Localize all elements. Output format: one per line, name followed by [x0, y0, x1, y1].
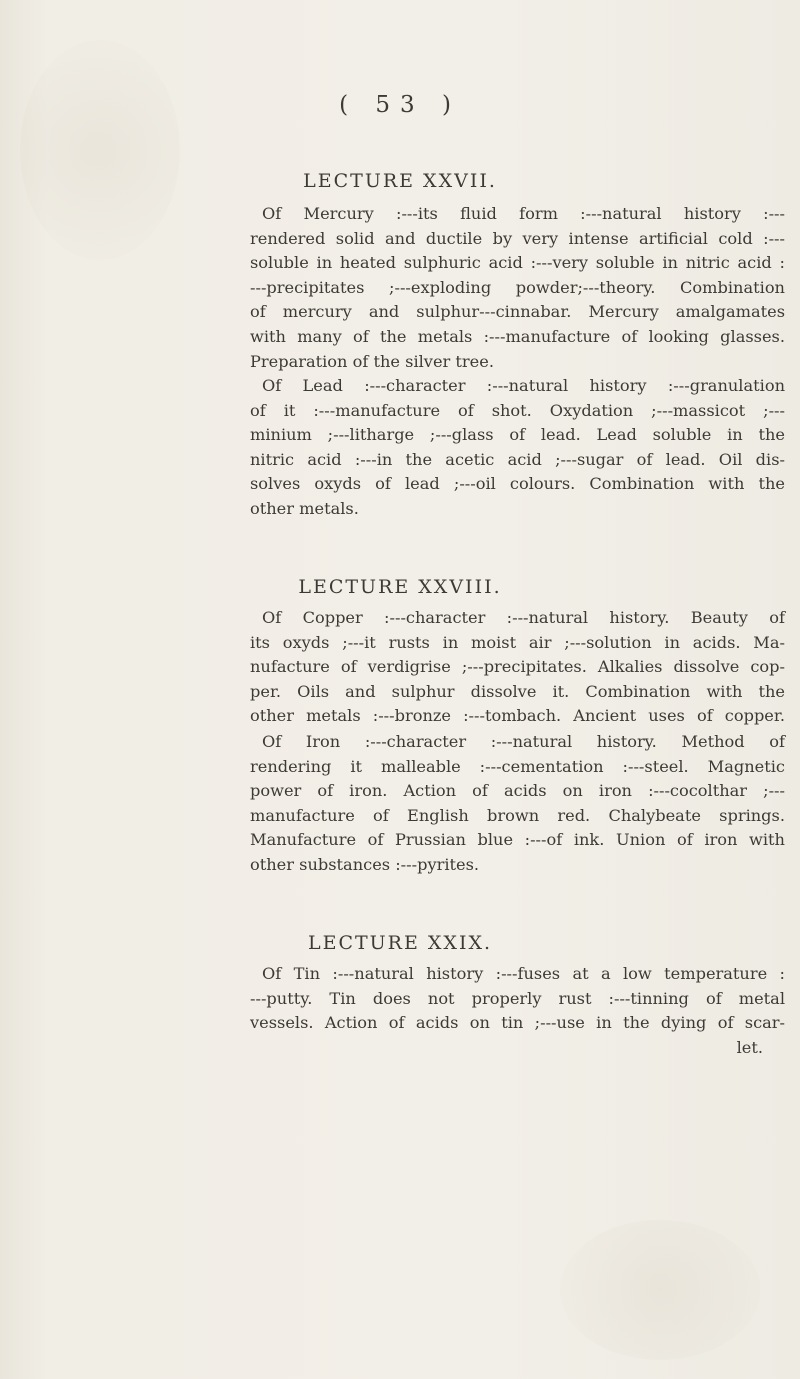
text-line: let. — [736, 1037, 763, 1057]
text-line: solves oxyds of lead ;---oil colours. Combination with the — [250, 474, 785, 494]
paragraph-iron — [250, 730, 785, 878]
text-line: Of Lead :---character :---natural history :---granulation — [262, 376, 785, 395]
text-line: of mercury and sulphur---cinnabar. Mercury amalgamates — [250, 302, 785, 322]
paragraph-lead — [250, 374, 785, 522]
text-line: Preparation of the silver tree. — [250, 351, 494, 371]
paper-stain — [560, 1220, 760, 1360]
text-line: Of Iron :---character :---natural history. Method of — [262, 732, 785, 751]
text-line: other metals. — [250, 498, 359, 518]
paper-stain — [20, 40, 180, 260]
text-line: its oxyds ;---it rusts in moist air ;---solution in acids. Ma- — [250, 632, 785, 652]
text-line: of it :---manufacture of shot. Oxydation ;---massicot ;--- — [250, 400, 785, 420]
paragraph-mercury — [250, 202, 785, 374]
lecture-heading: LECTURE XXIX. — [307, 932, 493, 954]
text-line: vessels. Action of acids on tin ;---use in the dying of scar- — [250, 1013, 785, 1033]
text-line: other substances :---pyrites. — [250, 854, 480, 874]
text-line: rendering it malleable :---cementation :---steel. Magnetic — [250, 756, 785, 776]
text-line: nitric acid :---in the acetic acid ;---sugar of lead. Oil dis- — [250, 449, 785, 469]
text-line: minium ;---litharge ;---glass of lead. Lead soluble in the — [250, 425, 785, 445]
paragraph-tin — [250, 962, 785, 1060]
text-line: ---precipitates ;---exploding powder;---theory. Combination — [250, 277, 785, 297]
text-line: with many of the metals :---manufacture of looking glasses. — [250, 326, 785, 346]
text-line: per. Oils and sulphur dissolve it. Combination with the — [250, 681, 785, 701]
paragraph-copper — [250, 606, 785, 729]
text-line: power of iron. Action of acids on iron :---cocolthar ;--- — [250, 781, 785, 801]
lecture-heading: LECTURE XXVII. — [303, 170, 497, 192]
text-line: rendered solid and ductile by very intense artificial cold :--- — [250, 228, 785, 248]
text-line: Of Tin :---natural history :---fuses at a low temperature : — [262, 964, 785, 983]
text-line: nufacture of verdigrise ;---precipitates. Alkalies dissolve cop- — [250, 657, 785, 677]
text-line: Of Mercury :---its fluid form :---natural history :--- — [262, 204, 785, 223]
text-line: other metals :---bronze :---tombach. Ancient uses of copper. — [250, 706, 785, 726]
text-line: ---putty. Tin does not properly rust :---tinning of metal — [250, 988, 785, 1008]
page-number: ( 53 ) — [339, 92, 461, 118]
lecture-heading: LECTURE XXVIII. — [298, 576, 502, 598]
text-line: Of Copper :---character :---natural history. Beauty of — [262, 608, 785, 627]
text-line: soluble in heated sulphuric acid :---very soluble in nitric acid : — [250, 253, 785, 273]
text-line: Manufacture of Prussian blue :---of ink. Union of iron with — [250, 830, 785, 850]
text-line: manufacture of English brown red. Chalybeate springs. — [250, 805, 785, 825]
